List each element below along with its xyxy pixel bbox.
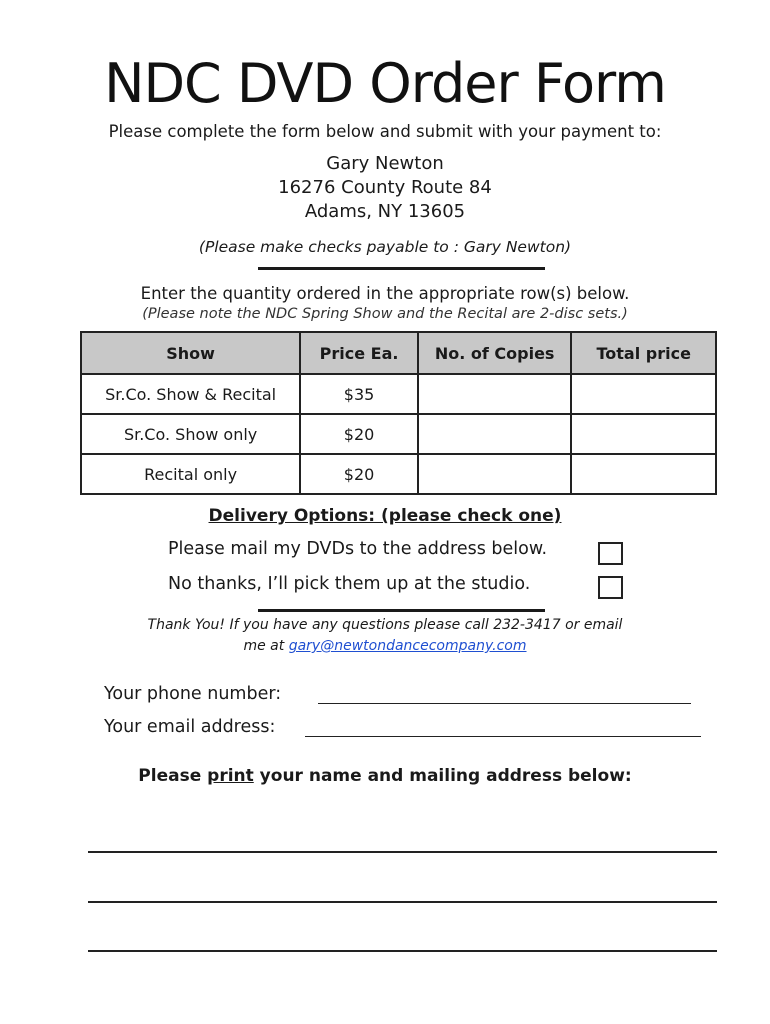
divider-top [258, 267, 545, 270]
intro-text: Please complete the form below and submit with your payment to: [108, 122, 662, 141]
email-label: Your email address: [104, 717, 276, 737]
pickup-checkbox[interactable] [598, 576, 623, 599]
cell-price: $35 [300, 374, 418, 414]
table-row [81, 374, 716, 414]
quantity-note: (Please note the NDC Spring Show and the Recital are 2-disc sets.) [142, 306, 628, 322]
cell-show: Sr.Co. Show & Recital [81, 374, 300, 414]
print-heading-after: your name and mailing address below: [253, 766, 632, 786]
cell-total-input[interactable] [571, 374, 716, 414]
name-address-line-2[interactable] [88, 901, 717, 903]
header-copies: No. of Copies [418, 332, 572, 374]
checks-payable-note: (Please make checks payable to : Gary Newton) [198, 238, 572, 256]
name-address-line-1[interactable] [88, 851, 717, 853]
cell-total-input[interactable] [571, 454, 716, 494]
header-price: Price Ea. [300, 332, 418, 374]
thanks-line: Thank You! If you have any questions please call 232-3417 or email [147, 617, 623, 633]
payee-street: 16276 County Route 84 [278, 177, 492, 198]
payee-city: Adams, NY 13605 [304, 201, 466, 222]
print-heading-emphasis: print [207, 766, 254, 786]
header-show: Show [81, 332, 300, 374]
header-total: Total price [571, 332, 716, 374]
option-pickup-label: No thanks, I’ll pick them up at the studio. [168, 574, 531, 594]
cell-price: $20 [300, 454, 418, 494]
thanks-contact [0, 638, 770, 654]
name-address-line-3[interactable] [88, 950, 717, 952]
order-table [80, 331, 717, 495]
table-row [81, 414, 716, 454]
cell-copies-input[interactable] [418, 414, 572, 454]
cell-show: Recital only [81, 454, 300, 494]
cell-copies-input[interactable] [418, 374, 572, 414]
cell-total-input[interactable] [571, 414, 716, 454]
phone-field[interactable] [318, 703, 691, 704]
cell-show: Sr.Co. Show only [81, 414, 300, 454]
cell-price: $20 [300, 414, 418, 454]
email-field[interactable] [305, 736, 701, 737]
delivery-heading: Delivery Options: (please check one) [208, 506, 562, 526]
phone-label: Your phone number: [104, 684, 282, 704]
print-heading [0, 766, 770, 786]
option-mail-label: Please mail my DVDs to the address below. [168, 539, 548, 559]
cell-copies-input[interactable] [418, 454, 572, 494]
mail-checkbox[interactable] [598, 542, 623, 565]
thanks-prefix: me at [243, 638, 289, 654]
table-header-row [81, 332, 716, 374]
table-row [81, 454, 716, 494]
payee-name: Gary Newton [326, 153, 444, 174]
page-title: NDC DVD Order Form [104, 52, 666, 115]
print-heading-before: Please [138, 766, 208, 786]
divider-bottom [258, 609, 545, 612]
quantity-instruction: Enter the quantity ordered in the appropriate row(s) below. [140, 284, 630, 303]
email-link[interactable]: gary@newtondancecompany.com [288, 638, 527, 654]
